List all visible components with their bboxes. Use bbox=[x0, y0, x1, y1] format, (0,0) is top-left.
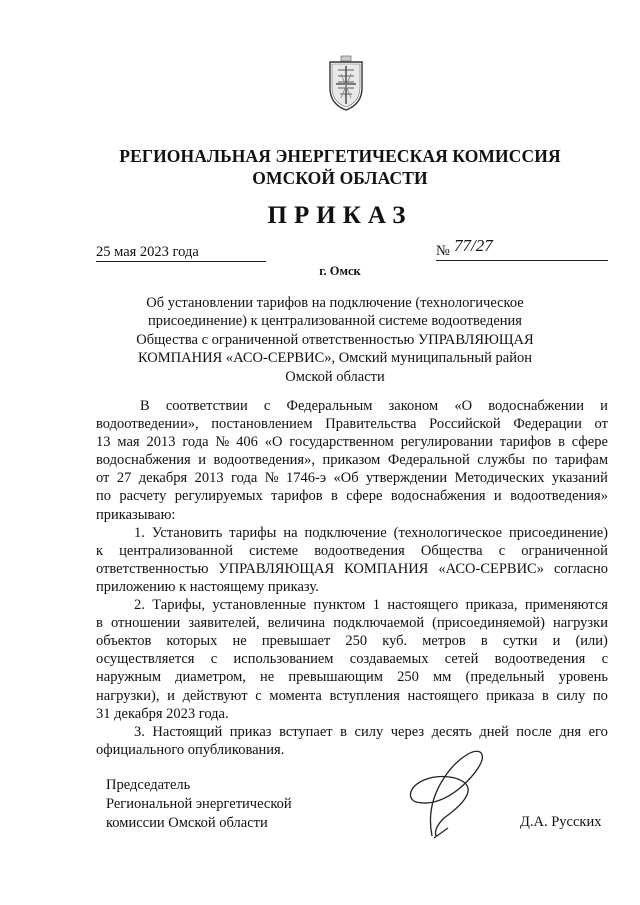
body-line: 2. Тарифы, установленные пунктом 1 настоящего приказа, применяются bbox=[134, 597, 608, 614]
body-line: 3. Настоящий приказ вступает в силу через десять дней после дня его bbox=[134, 723, 608, 740]
body-line: наружным диаметром, не превышающим 250 мм (предельный уровень bbox=[96, 669, 608, 686]
body-line: нагрузки), и действуют с момента вступления настоящего приказа в силу по bbox=[96, 687, 608, 704]
body-line: к централизованной системе водоотведения Общества с ограниченной bbox=[96, 542, 608, 559]
coat-of-arms-icon bbox=[324, 54, 368, 114]
body-line: приказываю: bbox=[96, 506, 176, 523]
body-line: ответственностью УПРАВЛЯЮЩАЯ КОМПАНИЯ «АСО-СЕРВИС» согласно bbox=[96, 560, 608, 577]
signatory-title bbox=[106, 776, 292, 833]
signer-name: Д.А. Русских bbox=[520, 814, 602, 830]
number-sign: № bbox=[436, 243, 450, 259]
body-line: осуществляется с использованием создаваемых сетей водоотведения с bbox=[96, 651, 608, 668]
subject-line: Омской области bbox=[285, 368, 385, 385]
subject-line: Общества с ограниченной ответственностью УПРАВЛЯЮЩАЯ bbox=[136, 331, 534, 348]
org-name-line2: ОМСКОЙ ОБЛАСТИ bbox=[252, 168, 428, 188]
body-line: объектов которых не превышает 250 куб. метров в сутки и (или) bbox=[96, 633, 608, 650]
subject-line: Об установлении тарифов на подключение (технологическое bbox=[146, 295, 524, 311]
document-body bbox=[96, 397, 608, 759]
body-line: 13 мая 2013 года № 406 «О государственном регулировании тарифов в сфере bbox=[96, 434, 608, 451]
body-line: по расчету регулируемых тарифов в сфере водоснабжения и водоотведения» bbox=[96, 488, 608, 505]
body-line: официального опубликования. bbox=[96, 741, 285, 758]
body-line: водоотведении», постановлением Правительства Российской Федерации от bbox=[96, 416, 608, 433]
handwritten-signature bbox=[388, 736, 500, 846]
document-number bbox=[436, 236, 608, 261]
document-subject bbox=[112, 294, 558, 386]
subject-line: КОМПАНИЯ «АСО-СЕРВИС», Омский муниципальный район bbox=[138, 350, 532, 367]
body-line: водоснабжения и водоотведения», приказом Федеральной службы по тарифам bbox=[96, 452, 608, 469]
body-line: 1. Установить тарифы на подключение (технологическое присоединение) bbox=[134, 524, 608, 541]
signatory-line: комиссии Омской области bbox=[106, 815, 268, 831]
signatory-line: Председатель bbox=[106, 777, 191, 793]
document-title: ПРИКАЗ bbox=[267, 202, 413, 229]
body-line: приложению к настоящему приказу. bbox=[96, 578, 319, 595]
document-date: 25 мая 2023 года bbox=[96, 244, 266, 262]
subject-line: присоединение) к централизованной системе водоотведения bbox=[148, 313, 522, 330]
body-line: в отношении заявителей, величина подключаемой (присоединяемой) нагрузки bbox=[96, 615, 608, 632]
number-value: 77/27 bbox=[454, 236, 493, 255]
body-line: В соответствии с Федеральным законом «О водоснабжении и bbox=[140, 398, 608, 414]
document-city: г. Омск bbox=[319, 264, 361, 278]
org-name-line1: РЕГИОНАЛЬНАЯ ЭНЕРГЕТИЧЕСКАЯ КОМИССИЯ bbox=[119, 146, 561, 166]
body-line: 31 декабря 2023 года. bbox=[96, 705, 229, 722]
signatory-line: Региональной энергетической bbox=[106, 796, 292, 812]
body-line: от 27 декабря 2013 года № 1746-э «Об утверждении Методических указаний bbox=[96, 470, 608, 487]
